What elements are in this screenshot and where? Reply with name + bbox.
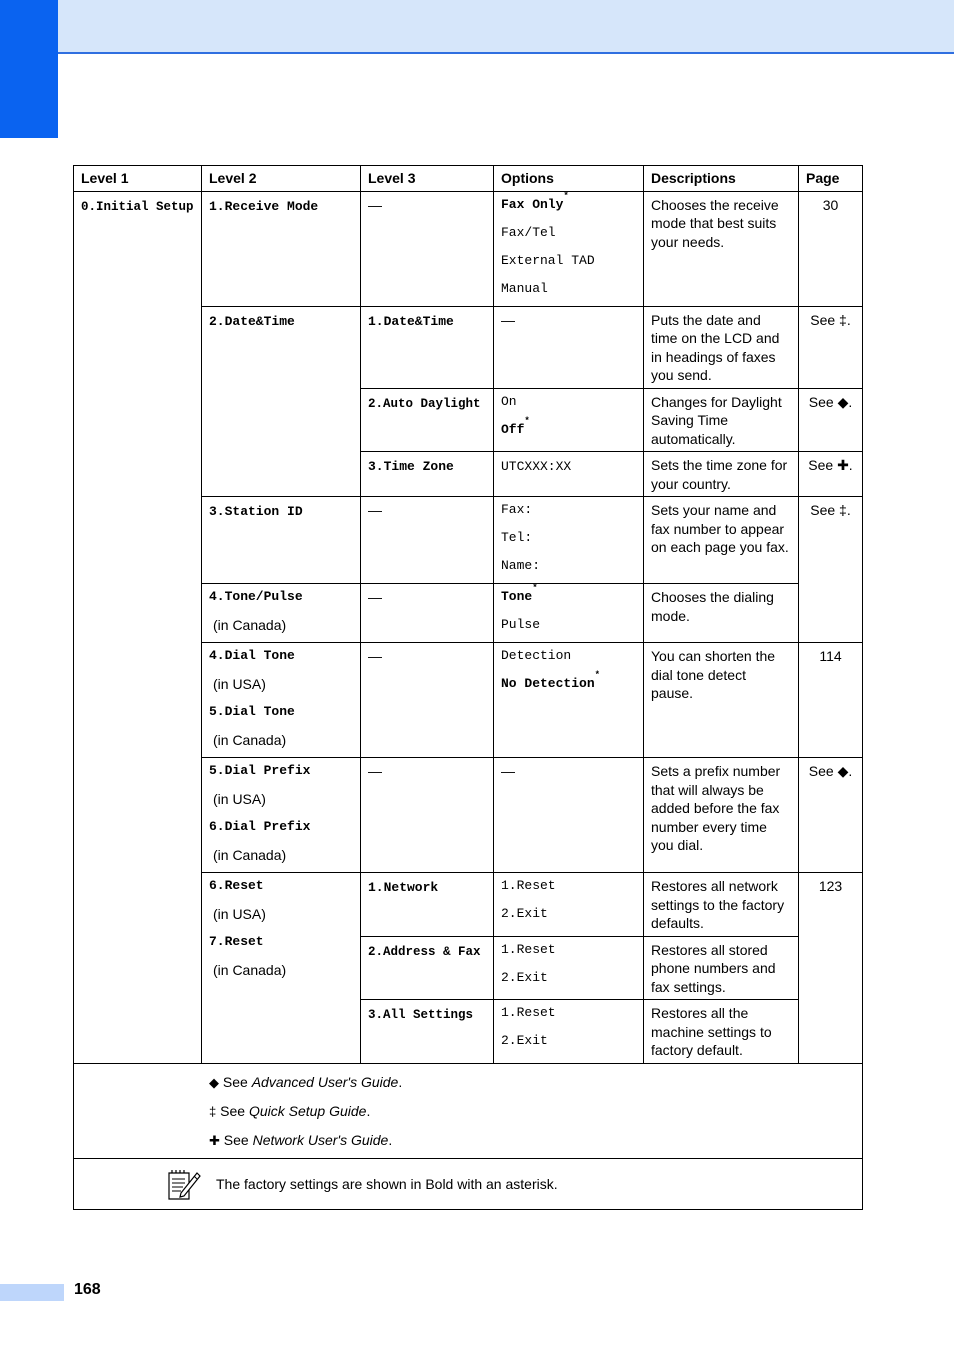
- option-default: No Detection*: [501, 670, 601, 691]
- level2-label: 4.Tone/Pulse: [209, 589, 303, 604]
- level2-cell: [202, 191, 361, 306]
- table-header-row: [74, 166, 863, 192]
- options-dash: —: [501, 763, 515, 779]
- option: 2.Exit: [501, 906, 548, 921]
- page-cell: See ‡.: [799, 497, 863, 643]
- tip-row: [74, 1158, 863, 1209]
- level1-label: 0.Initial Setup: [81, 199, 194, 214]
- region-note: (in Canada): [213, 617, 287, 633]
- option: 2.Exit: [501, 1033, 548, 1048]
- description-cell: Changes for Daylight Saving Time automatically.: [644, 388, 799, 452]
- level3-label: 3.All Settings: [368, 1008, 474, 1022]
- level2-label: 2.Date&Time: [209, 313, 295, 329]
- level3-dash: —: [368, 648, 382, 664]
- region-note: (in USA): [213, 676, 266, 692]
- description-cell: Restores all the machine settings to factory default.: [644, 1000, 799, 1064]
- option: 1.Reset: [501, 941, 556, 957]
- option: 1.Reset: [501, 1005, 556, 1020]
- page-cell: 114: [799, 643, 863, 758]
- header-band: [58, 0, 954, 54]
- level3-cell: [361, 758, 494, 873]
- option: External TAD: [501, 252, 595, 268]
- page-cell: 123: [799, 873, 863, 1064]
- description-cell: Sets the time zone for your country.: [644, 452, 799, 497]
- option: Fax:: [501, 502, 533, 517]
- note-pencil-icon: [167, 1167, 201, 1201]
- option: Pulse: [501, 617, 541, 632]
- level2-label: 3.Station ID: [209, 504, 303, 519]
- page-number: 168: [74, 1281, 101, 1298]
- level3-cell: [361, 873, 494, 937]
- options-cell: [494, 306, 644, 388]
- options-cell: [494, 936, 644, 1000]
- level3-dash: —: [368, 589, 382, 605]
- level3-dash: —: [368, 502, 382, 518]
- guide-title: Quick Setup Guide: [248, 1102, 367, 1119]
- option-default: Fax Only*: [501, 190, 569, 212]
- diamond-icon: ◆: [209, 1074, 219, 1090]
- option: Name:: [501, 558, 541, 573]
- level2-label: 6.Dial Prefix: [209, 819, 311, 834]
- cross-icon: ✚: [209, 1132, 220, 1148]
- page-cell: See ◆.: [799, 388, 863, 452]
- option: 2.Exit: [501, 969, 548, 985]
- options-cell: [494, 758, 644, 873]
- level2-cell: [202, 873, 361, 1064]
- table-row: [74, 191, 863, 306]
- header-page: Page: [799, 166, 863, 192]
- level2-label: 7.Reset: [209, 934, 264, 949]
- description-cell: Restores all stored phone numbers and fax settings.: [644, 936, 799, 1000]
- description-cell: Restores all network settings to the factory defaults.: [644, 873, 799, 937]
- page-cell: See ✚.: [799, 452, 863, 497]
- options-cell: [494, 497, 644, 584]
- header-options: Options: [494, 166, 644, 192]
- options-dash: —: [501, 311, 515, 328]
- level2-cell: [202, 306, 361, 497]
- region-note: (in USA): [213, 791, 266, 807]
- note-network: ✚ See Network User's Guide.: [209, 1131, 393, 1148]
- level3-label: 1.Network: [368, 880, 439, 895]
- page-cell: See ◆.: [799, 758, 863, 873]
- description-cell: Puts the date and time on the LCD and in headings of faxes you send.: [644, 306, 799, 388]
- description-cell: Chooses the receive mode that best suits your needs.: [644, 191, 799, 306]
- options-cell: [494, 388, 644, 452]
- header-level3: Level 3: [361, 166, 494, 192]
- header-level1: Level 1: [74, 166, 202, 192]
- level3-label: 2.Auto Daylight: [368, 396, 481, 411]
- level3-label: 2.Address & Fax: [368, 944, 481, 959]
- option: Tel:: [501, 530, 533, 545]
- level3-cell: [361, 388, 494, 452]
- page-tab: [0, 1284, 64, 1301]
- menu-table: [73, 165, 863, 1210]
- header-level2: Level 2: [202, 166, 361, 192]
- note-advanced: ◆ See Advanced User's Guide.: [209, 1073, 403, 1090]
- options-cell: [494, 873, 644, 937]
- region-note: (in Canada): [213, 962, 287, 978]
- options-cell: [494, 643, 644, 758]
- header-descriptions: Descriptions: [644, 166, 799, 192]
- level3-cell: [361, 452, 494, 497]
- level2-cell: [202, 584, 361, 643]
- level2-label: 4.Dial Tone: [209, 648, 295, 663]
- guide-title: Advanced User's Guide: [251, 1073, 399, 1090]
- option: On: [501, 393, 517, 409]
- level3-cell: [361, 191, 494, 306]
- option: UTCXXX:XX: [501, 459, 572, 474]
- double-dagger-icon: ‡: [209, 1103, 217, 1119]
- level3-cell: [361, 643, 494, 758]
- level1-cell: [74, 191, 202, 1063]
- tip-text: The factory settings are shown in Bold with an asterisk.: [216, 1175, 558, 1192]
- chapter-tab: [0, 0, 58, 138]
- level3-dash: —: [368, 763, 382, 779]
- level2-cell: [202, 758, 361, 873]
- level3-cell: [361, 584, 494, 643]
- options-cell: [494, 1000, 644, 1064]
- options-cell: [494, 452, 644, 497]
- region-note: (in Canada): [213, 732, 287, 748]
- note-quick: ‡ See Quick Setup Guide.: [209, 1102, 371, 1119]
- region-note: (in USA): [213, 906, 266, 922]
- level2-label: 1.Receive Mode: [209, 198, 319, 214]
- guide-title: Network User's Guide: [252, 1131, 389, 1148]
- option: 1.Reset: [501, 878, 556, 893]
- option-default: Off*: [501, 415, 530, 437]
- option: Manual: [501, 280, 548, 296]
- description-cell: Sets a prefix number that will always be added before the fax number every time you dial.: [644, 758, 799, 873]
- page-cell: 30: [799, 191, 863, 306]
- option-default: Tone*: [501, 583, 538, 604]
- level3-label: 1.Date&Time: [368, 313, 454, 329]
- level2-cell: [202, 497, 361, 584]
- description-cell: Sets your name and fax number to appear on each page you fax.: [644, 497, 799, 584]
- level3-cell: [361, 306, 494, 388]
- options-cell: [494, 584, 644, 643]
- level2-label: 5.Dial Prefix: [209, 763, 311, 778]
- level3-cell: [361, 497, 494, 584]
- level3-dash: —: [368, 196, 382, 213]
- level2-label: 5.Dial Tone: [209, 704, 295, 719]
- option: Detection: [501, 648, 572, 663]
- option: Fax/Tel: [501, 224, 556, 240]
- page-cell: See ‡.: [799, 306, 863, 388]
- level3-label: 3.Time Zone: [368, 459, 454, 474]
- level2-label: 6.Reset: [209, 878, 264, 893]
- description-cell: Chooses the dialing mode.: [644, 584, 799, 643]
- notes-row: [74, 1063, 863, 1158]
- region-note: (in Canada): [213, 847, 287, 863]
- level3-cell: [361, 1000, 494, 1064]
- options-cell: [494, 191, 644, 306]
- level2-cell: [202, 643, 361, 758]
- description-cell: You can shorten the dial tone detect pause.: [644, 643, 799, 758]
- level3-cell: [361, 936, 494, 1000]
